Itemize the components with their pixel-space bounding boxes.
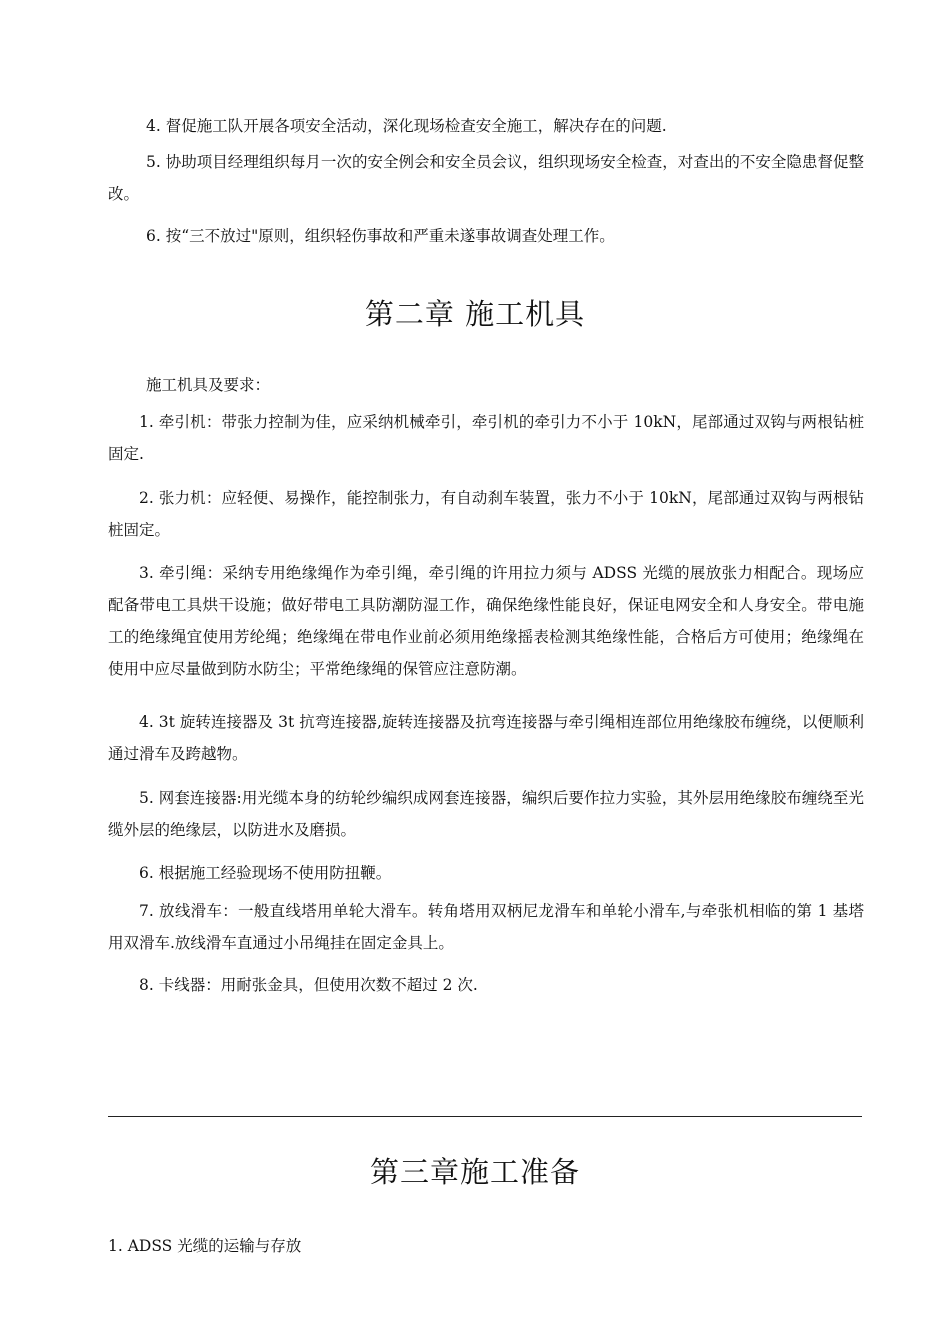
chapter-2-intro: 施工机具及要求：	[146, 376, 271, 394]
tool-item-1: 1. 牵引机：带张力控制为佳，应采纳机械牵引，牵引机的牵引力不小于 10kN，尾部通过双钩与两根钻桩固定.	[108, 413, 864, 463]
tool-item-4: 4. 3t 旋转连接器及 3t 抗弯连接器,旋转连接器及抗弯连接器与牵引绳相连部位用绝缘胶布缠绕，以便顺利通过滑车及跨越物。	[108, 713, 864, 763]
safety-item-4: 4. 督促施工队开展各项安全活动，深化现场检查安全施工，解决存在的问题.	[146, 117, 667, 135]
tool-item-6: 6. 根据施工经验现场不使用防扭鞭。	[139, 864, 392, 882]
tool-item-7: 7. 放线滑车：一般直线塔用单轮大滑车。转角塔用双柄尼龙滑车和单轮小滑车,与牵张机相临的第 1 基塔用双滑车.放线滑车直通过小吊绳挂在固定金具上。	[108, 902, 864, 952]
section-divider	[108, 1116, 862, 1117]
tool-item-8: 8. 卡线器：用耐张金具，但使用次数不超过 2 次.	[139, 976, 478, 994]
tool-item-2: 2. 张力机：应轻便、易操作，能控制张力，有自动刹车装置，张力不小于 10kN，尾部通过双钩与两根钻桩固定。	[108, 489, 864, 539]
safety-item-6: 6. 按“三不放过"原则，组织轻伤事故和严重未遂事故调查处理工作。	[146, 227, 615, 245]
prep-item-1: 1. ADSS 光缆的运输与存放	[108, 1237, 302, 1255]
safety-item-5: 5. 协助项目经理组织每月一次的安全例会和安全员会议，组织现场安全检查，对查出的不安全隐患督促整改。	[108, 153, 864, 203]
chapter-3-title: 第三章施工准备	[369, 1155, 580, 1189]
tool-item-3: 3. 牵引绳：采纳专用绝缘绳作为牵引绳，牵引绳的许用拉力须与 ADSS 光缆的展放张力相配合。现场应配备带电工具烘干设施；做好带电工具防潮防湿工作，确保绝缘性能良好，保证电网安全和人身安全。带电施工的绝缘绳宜使用芳纶绳；绝缘绳在带电作业前必须用绝缘摇表检测其绝缘性能，合格后方可使用；绝缘绳在使用中应尽量做到防水防尘；平常绝缘绳的保管应注意防潮。	[108, 564, 864, 678]
chapter-2-title: 第二章 施工机具	[364, 297, 586, 331]
tool-item-5: 5. 网套连接器:用光缆本身的纺轮纱编织成网套连接器，编织后要作拉力实验，其外层用绝缘胶布缠绕至光缆外层的绝缘层，以防进水及磨损。	[108, 789, 864, 839]
